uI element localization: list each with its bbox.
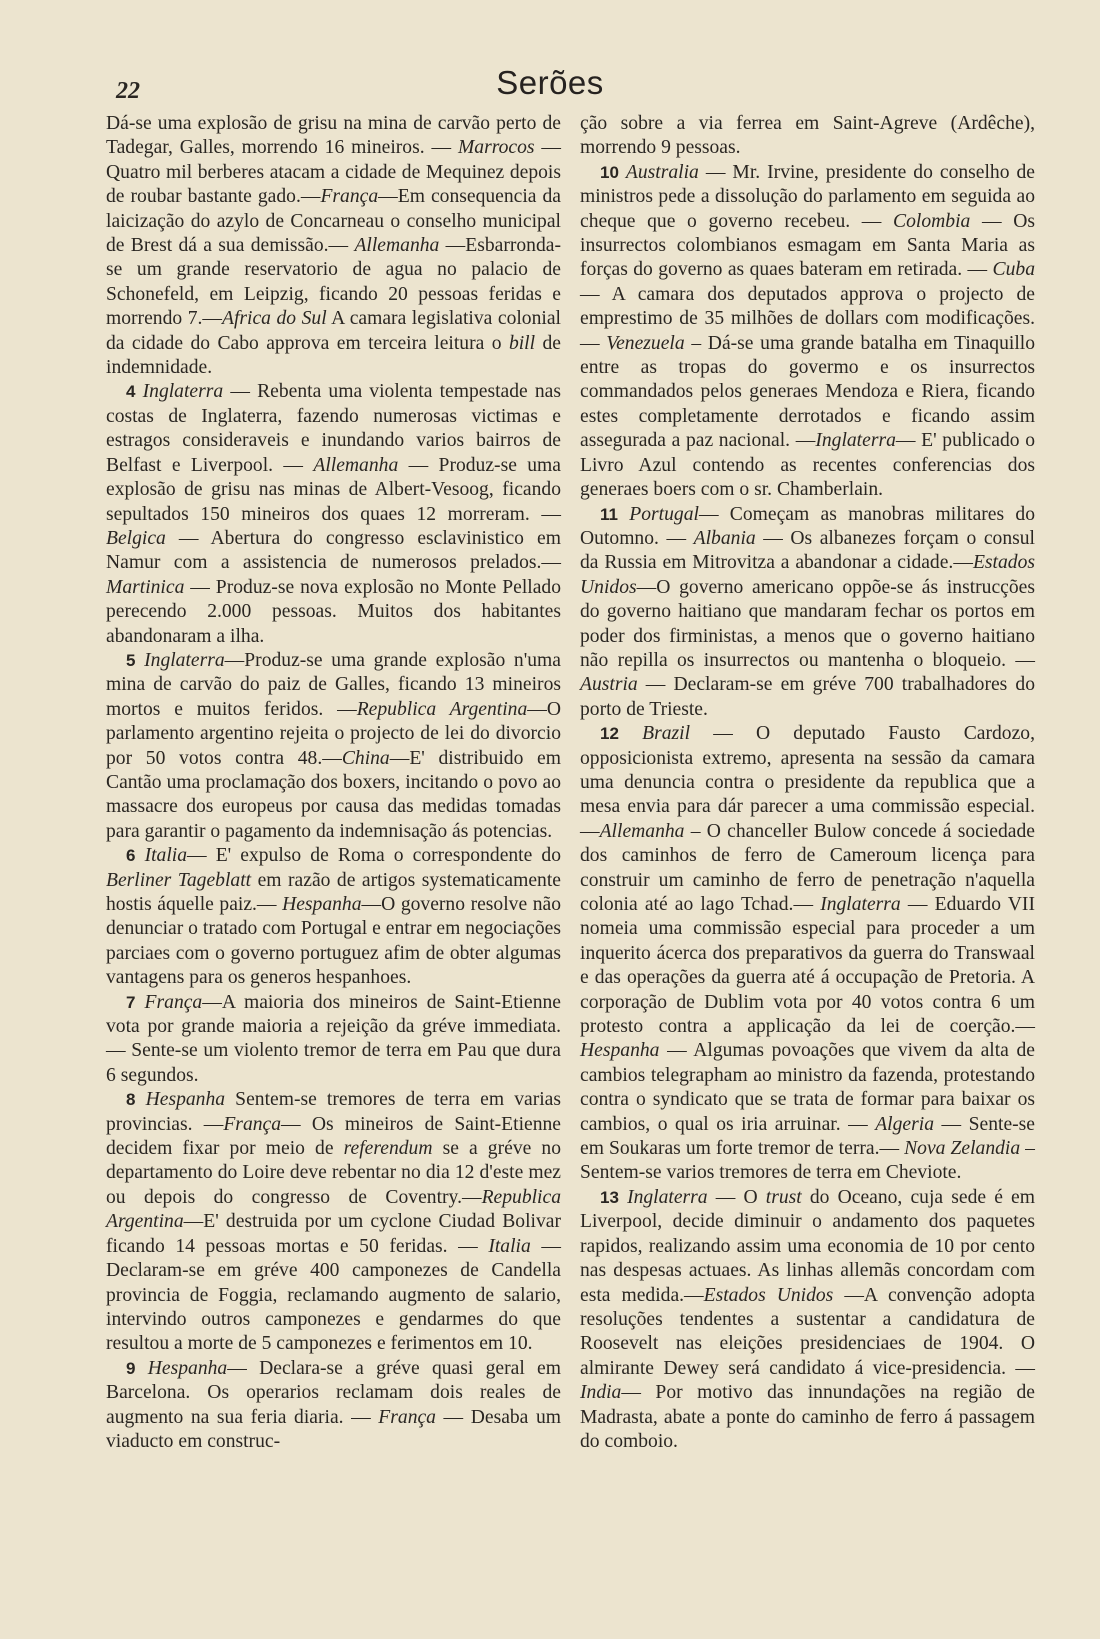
- place-name: França: [378, 1406, 436, 1428]
- entry-text: do Oceano, cuja sede é em Liverpool, decide diminuir o andamento dos paquetes rapidos, realizando assim uma economia de 10 por cento nas despesas actuaes. As linhas allemãs concordam com esta medida.—: [580, 1186, 1035, 1306]
- place-name: Republica Argentina: [356, 698, 528, 720]
- entry-text: — Rebenta uma violenta tempestade nas costas de Inglaterra, fazendo numerosas victimas e estragos consideraveis e inundando varios bairros de Belfast e Liverpool. —: [106, 381, 561, 476]
- place-name: Cuba: [992, 259, 1035, 281]
- place-name: Estados Unidos: [580, 552, 1035, 598]
- place-name: Nova Zelandia: [904, 1138, 1021, 1160]
- place-name: Algeria: [875, 1113, 934, 1135]
- place-name: Inglaterra: [144, 649, 225, 671]
- entry-text: – Sentem-se varios tremores de terra em Cheviote.: [580, 1138, 1035, 1184]
- place-name: França: [223, 1113, 282, 1135]
- entry-text: —E' distribuido em Cantão uma proclamação dos boxers, incitando o povo ao massacre dos europeus por causa das medidas tomadas para garantir o pagamento da indemnisação ás potencias.: [106, 747, 561, 842]
- entry-text: —Esbarronda-se um grande reservatorio de agua no palacio de Schonefeld, em Leipzig, ficando 20 pessoas feridas e morrendo 7.—: [106, 235, 561, 330]
- entry-day: 13: [600, 1187, 619, 1207]
- place-name: India: [580, 1382, 622, 1404]
- place-name: França: [144, 991, 203, 1013]
- place-name: China: [341, 747, 390, 769]
- entry-text: — O: [707, 1186, 766, 1208]
- place-name: Inglaterra: [627, 1186, 708, 1208]
- place-name: trust: [765, 1186, 802, 1208]
- entry-text: – O chanceller Bulow concede á sociedade dos caminhos de ferro de Cameroum licença para construir um caminho de ferro de penetração n'aquella colonia até ao lago Tchad.—: [580, 820, 1035, 915]
- place-name: Hespanha: [145, 1089, 226, 1111]
- entry-text: — Declaram-se em gréve 400 camponezes de Candella provincia de Foggia, reclamando augmento de salario, intervindo outros camponezes e gendarmes do que resultou a morte de 5 camponezes e ferimentos em 10.: [106, 1235, 561, 1355]
- entry-text: — Produz-se nova explosão no Monte Pellado perecendo 2.000 pessoas. Muitos dos habitantes abandonaram a ilha.: [106, 576, 561, 647]
- entry-text: — Mr. Irvine, presidente do conselho de ministros pede a dissolução do parlamento em seguida ao cheque que o governo recebeu. —: [580, 161, 1035, 232]
- place-name: Marrocos: [457, 137, 535, 159]
- entry-text: — Sente-se em Soukaras um forte tremor de terra.—: [580, 1113, 1035, 1160]
- entry-text: — E' expulso de Roma o correspondente do: [187, 845, 561, 867]
- entry-day: 5: [126, 650, 136, 670]
- chronicle-entry: [106, 649, 561, 844]
- place-name: Estados Unidos: [703, 1284, 834, 1306]
- place-name: Berliner Tageblatt: [106, 869, 252, 891]
- entry-text: — E' publicado o Livro Azul contendo as recentes conferencias dos generaes boers com o sr. Chamberlain.: [580, 430, 1035, 501]
- place-name: Brazil: [642, 723, 691, 745]
- entry-text: – Dá-se uma grande batalha em Tinaquillo entre as tropas do govermo e os insurrectos commandados pelos generaes Mendoza e Riera, ficando estes completamente derrotados e ficando assim assegurada a paz nacional. —: [580, 332, 1035, 452]
- entry-day: 7: [126, 992, 136, 1012]
- place-name: Inglaterra: [142, 381, 224, 403]
- right-column: [580, 112, 1035, 1454]
- place-name: Allemanha: [599, 820, 685, 842]
- entry-text: — Desaba um viaducto em construc-: [106, 1406, 561, 1452]
- page-title: Serões: [496, 64, 604, 101]
- chronicle-entry: [106, 844, 561, 990]
- entry-text: —E' destruida por um cyclone Ciudad Bolivar ficando 14 pessoas mortas e 50 feridas. —: [106, 1211, 561, 1257]
- entry-text: —O governo americano oppõe-se ás instrucções do governo haitiano que mandaram fechar os portos em poder dos firministas, a menos que o governo haitiano não repilla os insurrectos ou mantenha o bloqueio. —: [580, 576, 1035, 671]
- entry-text: A camara legislativa colonial da cidade do Cabo approva em terceira leitura o: [106, 308, 561, 354]
- entry-text: — O deputado Fausto Cardozo, opposicionista extremo, apresenta na sessão da camara uma denuncia contra o presidente da republica que a mesa envia para dár parecer a uma commissão especial.—: [580, 723, 1035, 842]
- entry-text: — Declaram-se em gréve 700 trabalhadores do porto de Trieste.: [580, 674, 1035, 720]
- entry-text: Sentem-se tremores de terra em varias provincias. —: [106, 1089, 561, 1135]
- chronicle-entry: [580, 1186, 1035, 1454]
- page-number: 22: [116, 78, 140, 104]
- entry-text: em razão de artigos systematicamente hostis áquelle paiz.—: [106, 869, 561, 915]
- entry-text: de indemnidade.: [106, 332, 561, 379]
- entry-text: — Começam as manobras militares do Outomno. —: [580, 503, 1035, 549]
- entry-text: — Quatro mil berberes atacam a cidade de Mequinez depois de roubar bastante gado.—: [106, 137, 561, 208]
- chronicle-entry: [106, 991, 561, 1089]
- place-name: França: [320, 186, 379, 208]
- place-name: Hespanha: [282, 894, 362, 915]
- place-name: Portugal: [629, 503, 699, 525]
- entry-day: 12: [600, 724, 619, 744]
- entry-text: —Em consequencia da laicização do azylo de Concarneau o conselho municipal de Brest dá a sua demissão.—: [106, 186, 561, 257]
- place-name: Allemanha: [313, 454, 399, 476]
- entry-day: 10: [600, 162, 619, 182]
- entry-text: —A maioria dos mineiros de Saint-Etienne vota por grande maioria a rejeição da gréve immediata. — Sente-se um violento tremor de terra em Pau que dura 6 segundos.: [106, 991, 561, 1086]
- place-name: Austria: [580, 674, 638, 696]
- place-name: Inglaterra: [820, 894, 901, 915]
- entry-text: Dá-se uma explosão de grisu na mina de carvão perto de Tadegar, Galles, morrendo 16 mineiros. —: [106, 113, 561, 159]
- entry-text: — Declara-se a gréve quasi geral em Barcelona. Os operarios reclamam dois reales de augmento na sua feria diaria. —: [106, 1357, 561, 1428]
- place-name: Italia: [144, 845, 188, 867]
- place-name: Allemanha: [354, 235, 440, 257]
- entry-text: — Algumas povoações que vivem da alta de cambios telegrapham ao ministro da fazenda, protestando contra o syndicato que se trata de formar para baixar os cambios, o qual os iria arruinar. —: [580, 1040, 1035, 1135]
- entry-text: —O governo resolve não denunciar o tratado com Portugal e entrar em negociações parciaes com o governo portuguez afim de obter algumas vantagens para os generos hespanhoes.: [106, 894, 561, 989]
- place-name: Colombia: [893, 210, 971, 232]
- entry-text: — Os mineiros de Saint-Etienne decidem fixar por meio de: [106, 1113, 562, 1160]
- chronicle-entry: [106, 1357, 561, 1455]
- place-name: Belgica: [106, 527, 166, 549]
- chronicle-entry: [106, 112, 561, 380]
- chronicle-entry: [106, 380, 561, 648]
- entry-day: 8: [126, 1090, 136, 1110]
- left-column: [106, 112, 561, 1454]
- place-name: Republica Argentina: [106, 1186, 561, 1233]
- entry-text: —A convenção adopta resoluções tendentes a sustentar a candidatura de Roosevelt nas eleições presidenciaes de 1904. O almirante Dewey será candidato á vice-presidencia. —: [580, 1284, 1035, 1379]
- chronicle-entry: [106, 1088, 561, 1356]
- place-name: Martinica: [106, 576, 185, 598]
- chronicle-entry: [580, 112, 1035, 161]
- entry-text: — A camara dos deputados approva o projecto de emprestimo de 35 milhões de dollars com modificações. —: [580, 283, 1035, 354]
- place-name: Hespanha: [147, 1357, 228, 1379]
- entry-text: ção sobre a via ferrea em Saint-Agreve (Ardêche), morrendo 9 pessoas.: [580, 113, 1035, 159]
- entry-text: — Os albanezes forçam o consul da Russia em Mitrovitza a abandonar a cidade.—: [580, 527, 1035, 574]
- chronicle-entry: [580, 161, 1035, 503]
- entry-text: —O parlamento argentino rejeita o projecto de lei do divorcio por 50 votos contra 48.—: [106, 698, 562, 769]
- place-name: Albania: [693, 527, 756, 549]
- chronicle-entry: [580, 722, 1035, 1186]
- place-name: Hespanha: [580, 1040, 660, 1062]
- place-name: Australia: [625, 161, 699, 183]
- place-name: Italia: [488, 1235, 531, 1257]
- place-name: Venezuela: [606, 332, 685, 354]
- entry-day: 6: [126, 846, 136, 866]
- entry-text: — Eduardo VII nomeia uma commissão especial para proceder a um inquerito ácerca dos preparativos da guerra do Transwaal e das operações da guerra até á occupação de Pretoria. A corporação de Dublim vota por 40 votos contra 6 um protesto contra a applicação da lei de coerção.—: [580, 894, 1035, 1038]
- entry-text: — Abertura do congresso esclavinistico em Namur com a assistencia de numerosos prelados.—: [106, 527, 561, 574]
- entry-text: — Os insurrectos colombianos esmagam em Santa Maria as forças do governo as quaes bateram em retirada. —: [580, 210, 1036, 281]
- chronicle-entry: [580, 503, 1035, 723]
- place-name: Inglaterra: [815, 430, 896, 452]
- entry-text: — Produz-se uma explosão de grisu nas minas de Albert-Vesoog, ficando sepultados 150 mineiros dos quaes 12 morreram. —: [106, 454, 561, 525]
- entry-text: — Por motivo das innundações na região de Madrasta, abate a ponte do caminho de ferro á passagem do comboio.: [580, 1382, 1035, 1452]
- entry-day: 11: [600, 504, 618, 524]
- place-name: bill: [508, 332, 536, 354]
- place-name: referendum: [343, 1138, 433, 1160]
- entry-text: —Produz-se uma grande explosão n'uma mina de carvão do paiz de Galles, ficando 13 mineiros mortos e muitos feridos. —: [106, 649, 561, 720]
- entry-text: se a gréve no departamento do Loire deve rebentar no dia 12 d'este mez ou depois do congresso de Coventry.—: [106, 1138, 562, 1208]
- entry-day: 9: [126, 1358, 136, 1378]
- place-name: Africa do Sul: [222, 308, 327, 330]
- entry-day: 4: [126, 382, 136, 402]
